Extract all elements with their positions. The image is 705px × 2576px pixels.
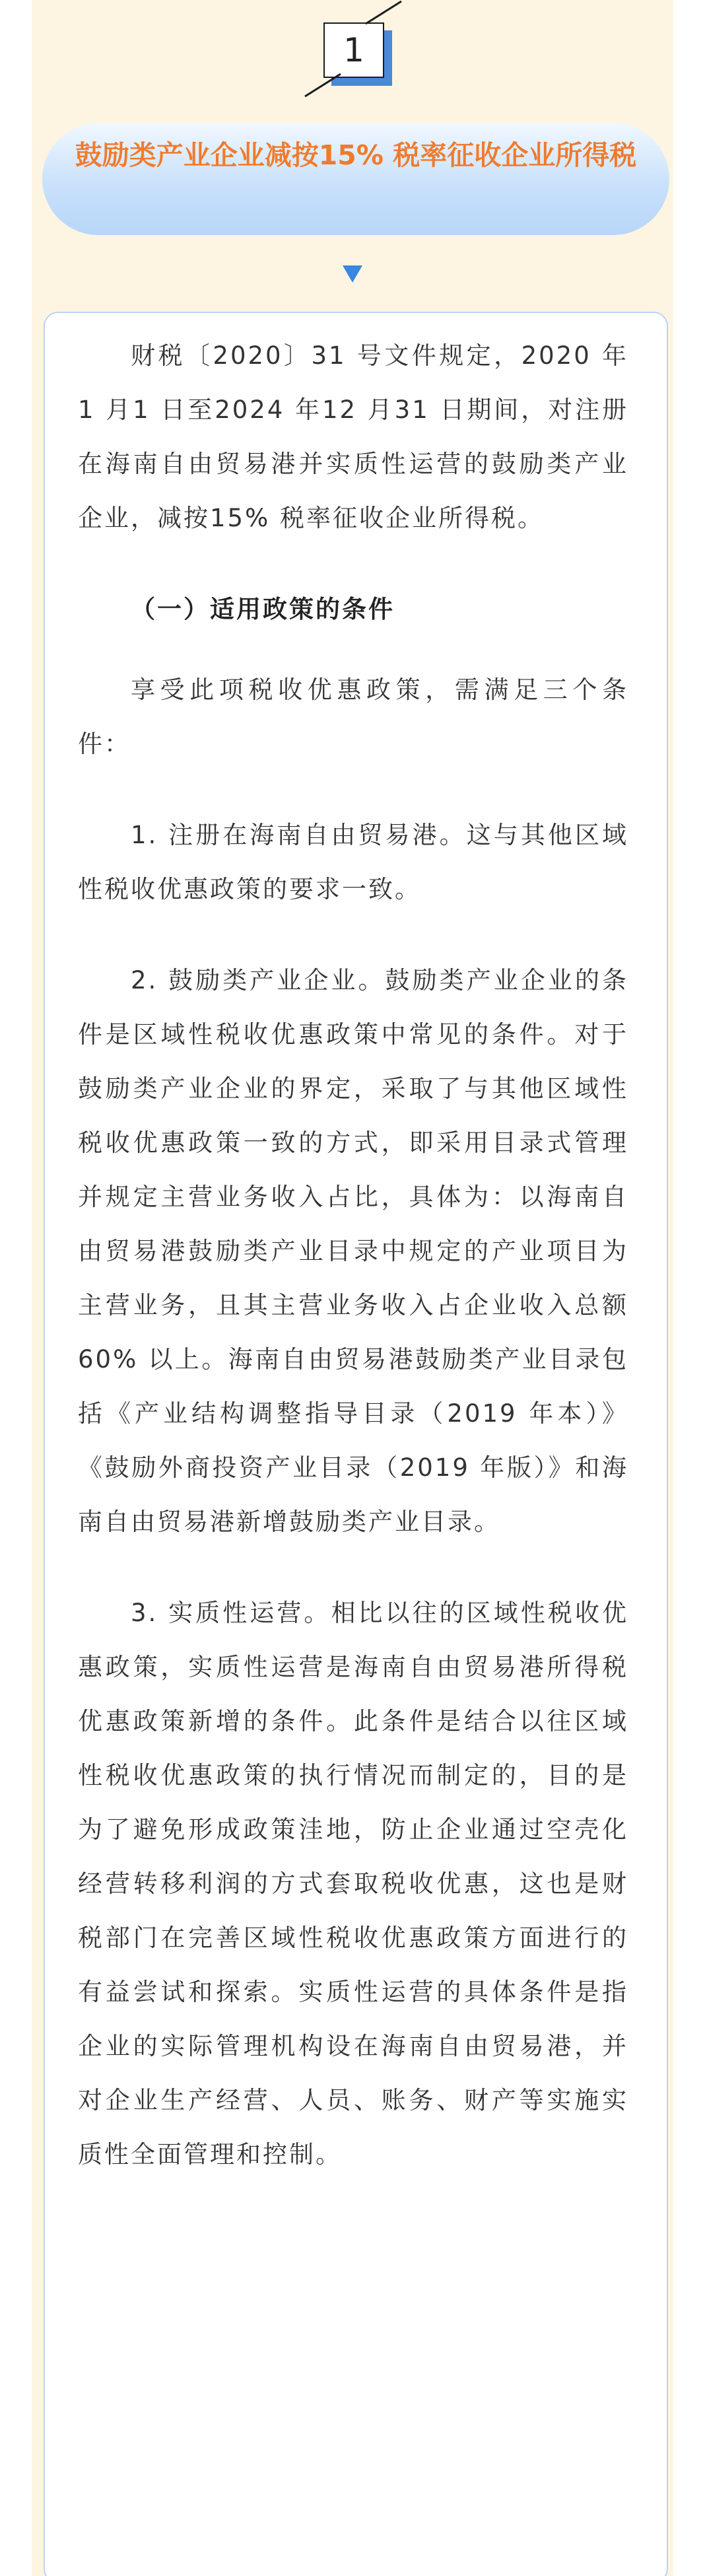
badge-number: 1	[323, 22, 384, 78]
section-title-banner	[42, 123, 669, 235]
condition-item-3: 3. 实质性运营。相比以往的区域性税收优惠政策，实质性运营是海南自由贸易港所得税优惠政策新增的条件。此条件是结合以往区域性税收优惠政策的执行情况而制定的，目的是为了避免形成政策洼地，防止企业通过空壳化经营转移利润的方式套取税收优惠，这也是财税部门在完善区域性税收优惠政策方面进行的有益尝试和探索。实质性运营的具体条件是指企业的实际管理机构设在海南自由贸易港，并对企业生产经营、人员、账务、财产等实施实质性全面管理和控制。	[78, 1599, 628, 2169]
lead-paragraph: 享受此项税收优惠政策，需满足三个条件：	[78, 676, 628, 758]
condition-item-2: 2. 鼓励类产业企业。鼓励类产业企业的条件是区域性税收优惠政策中常见的条件。对于鼓励类产业企业的界定，采取了与其他区域性税收优惠政策一致的方式，即采用目录式管理并规定主营业务收入占比，具体为：以海南自由贸易港鼓励类产业目录中规定的产业项目为主营业务，且其主营业务收入占企业收入总额60% 以上。海南自由贸易港鼓励类产业目录包括《产业结构调整指导目录（2019 年本）》《鼓励外商投资产业目录（2019 年版）》和海南自由贸易港新增鼓励类产业目录。	[78, 966, 628, 1536]
article-body	[78, 329, 628, 2219]
badge-slash-icon	[300, 0, 405, 112]
intro-paragraph: 财税〔2020〕31 号文件规定，2020 年1 月1 日至2024 年12 月31 日期间，对注册在海南自由贸易港并实质性运营的鼓励类产业企业，减按15% 税率征收企业所得税。	[78, 341, 628, 532]
section-number-badge	[300, 0, 405, 112]
subheading: （一）适用政策的条件	[131, 595, 395, 623]
section-title: 鼓励类产业企业减按15% 税率征收企业所得税	[75, 139, 637, 171]
condition-item-1: 1. 注册在海南自由贸易港。这与其他区域性税收优惠政策的要求一致。	[78, 821, 628, 903]
triangle-down-icon	[343, 265, 362, 283]
